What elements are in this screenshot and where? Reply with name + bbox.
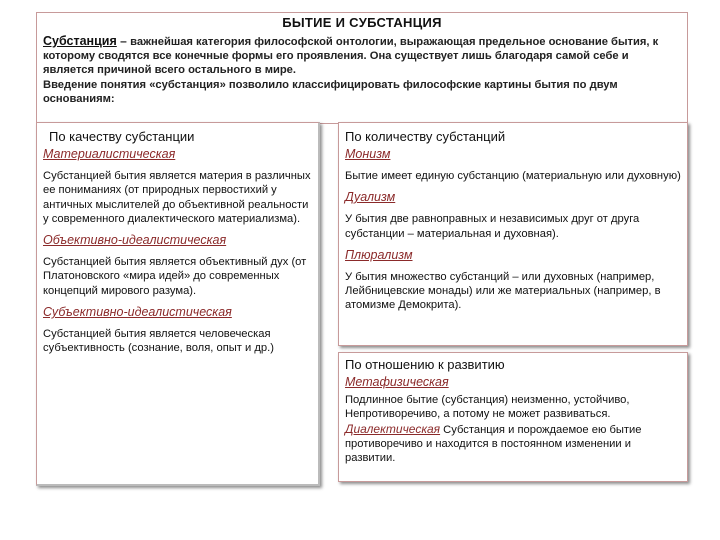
- materialist-term: Материалистическая: [43, 147, 176, 161]
- development-column: [338, 352, 688, 482]
- quantity-heading: По количеству субстанций: [345, 129, 506, 144]
- dialectical-term: Диалектическая: [345, 421, 441, 436]
- monism-desc: Бытие имеет единую субстанцию (материальную или духовную): [345, 170, 681, 182]
- intro-dash: –: [116, 34, 131, 48]
- materialist-desc: Субстанцией бытия является материя в различных ее пониманиях (от природных первостихий у античных мыслителей до объективной реальности у современного диалектического материализма).: [43, 170, 311, 225]
- pluralism-desc: У бытия множество субстанций – или духовных (например, Лейбницевские монады) или же материальных (например, в атомизме Демокрита).: [345, 270, 661, 312]
- subjective-idealist-desc: Субстанцией бытия является человеческая субъективность (сознание, воля, опыт и др.): [43, 328, 274, 355]
- development-heading: По отношению к развитию: [345, 357, 505, 372]
- dualism-term: Дуализм: [345, 190, 396, 205]
- intro-term: Субстанция: [43, 34, 117, 48]
- quality-column: [36, 122, 320, 486]
- metaphysical-term: Метафизическая: [345, 375, 449, 389]
- intro-text: важнейшая категория философской онтологии, выражающая предельное основание бытия, к которому сводятся все конечные формы его проявления. Она существует лишь благодаря самой себе и является причиной всего остального в мире.: [43, 36, 659, 77]
- quantity-column: [338, 122, 688, 346]
- objective-idealist-desc: Субстанцией бытия является объективный дух (от Платоновского «мира идей» до современных концепций мирового разума).: [43, 256, 307, 297]
- dialectical-desc: Субстанция и порождаемое ею бытие противоречиво и находится в постоянном изменении и развитии.: [345, 423, 642, 465]
- intro-definition: [43, 34, 681, 106]
- dialectical-block: [345, 422, 681, 466]
- intro-box: [36, 12, 688, 124]
- metaphysical-desc: Подлинное бытие (субстанция) неизменно, устойчиво, Непротиворечиво, а потому не может развиваться.: [345, 394, 630, 421]
- pluralism-term: Плюрализм: [345, 247, 413, 262]
- monism-term: Монизм: [345, 147, 391, 161]
- quality-heading: По качеству субстанции: [49, 129, 195, 144]
- dualism-desc: У бытия две равноправных и независимых друг от друга субстанции – материальная и духовная).: [345, 213, 640, 240]
- intro-text-2: Введение понятия «субстанция» позволило классифицировать философские картины бытия по двум основаниям:: [43, 78, 618, 105]
- objective-idealist-term: Объективно-идеалистическая: [43, 233, 227, 248]
- page-title: БЫТИЕ И СУБСТАНЦИЯ: [282, 15, 442, 30]
- subjective-idealist-term: Субъективно-идеалистическая: [43, 305, 232, 320]
